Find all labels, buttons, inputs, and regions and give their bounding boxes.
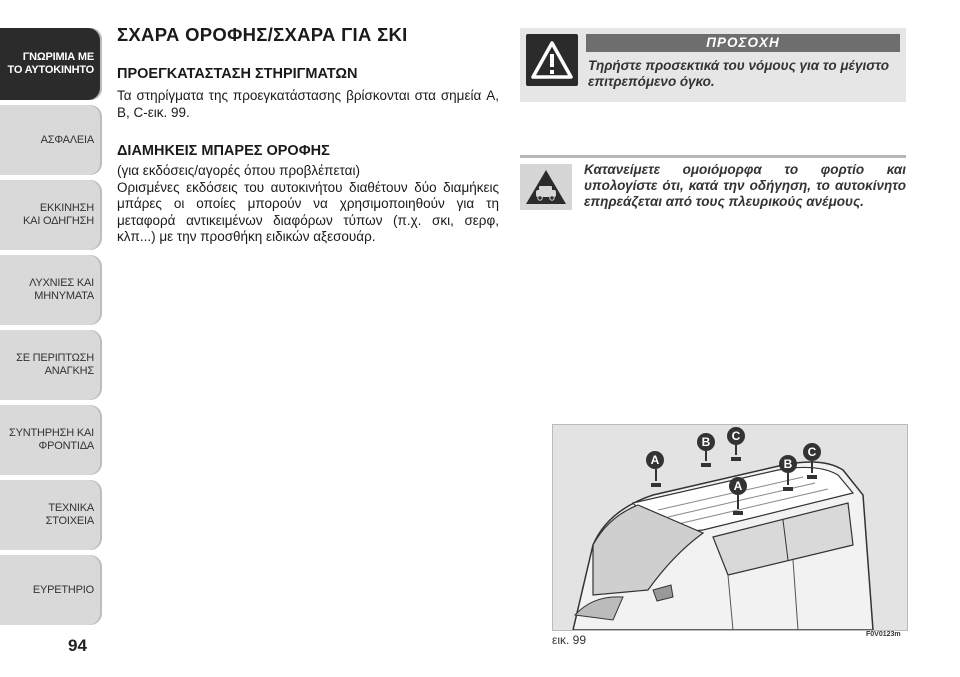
tab-label: ΕΥΡΕΤΗΡΙΟ [32,583,94,596]
warning-text: Τηρήστε προσεκτικά του νόμους για το μέγιστο επιτρεπόμενο όγκο. [588,58,889,89]
marker-b [697,433,715,451]
tab-label: ΣΥΝΤΗΡΗΣΗ ΚΑΙ ΦΡΟΝΤΙΔΑ [9,427,94,452]
tab-label: ΕΚΚΙΝΗΣΗ ΚΑΙ ΟΔΗΓΗΣΗ [23,202,94,227]
warning-triangle-icon [526,34,578,86]
tab-label: ΤΕΧΝΙΚΑ ΣΤΟΙΧΕΙΑ [45,502,94,527]
marker-a [646,451,664,469]
section-text-roof-bars: Ορισμένες εκδόσεις του αυτοκινήτου διαθέτουν δύο διαμήκεις μπάρες οι οποίες μπορούν να χρησιμοποιηθούν για τη μεταφορά αντικειμένων διαφόρων τύπων (π.χ. σκι, σερφ, κλπ...) με την προσθήκη ειδικών αξεσουάρ. [117,179,499,244]
tab-label: ΑΣΦΑΛΕΙΑ [40,133,94,146]
section-heading-preinstallation: ΠΡΟΕΓΚΑΤΑΣΤΑΣΗ ΣΤΗΡΙΓΜΑΤΩΝ [117,66,358,82]
note-text: Κατανείμετε ομοιόμορφα το φορτίο και υπολογίστε ότι, κατά την οδήγηση, το αυτοκίνητο επηρεάζεται από τους πλευρικούς ανέμους. [584,162,906,209]
tab-technical-data[interactable] [0,480,102,550]
chapter-sidebar [0,28,102,630]
car-load-icon [520,164,572,210]
marker-c [727,427,745,445]
marker-label: B [783,457,793,471]
marker-b [779,455,797,473]
tab-getting-to-know-vehicle[interactable] [0,28,102,100]
figure-caption: εικ. 99 [552,633,587,647]
tab-emergency[interactable] [0,330,102,400]
tab-label: ΣΕ ΠΕΡΙΠΤΩΣΗ ΑΝΑΓΚΗΣ [16,352,94,377]
tab-maintenance[interactable] [0,405,102,475]
marker-label: C [807,445,817,459]
tab-index[interactable] [0,555,102,625]
marker-c [803,443,821,461]
section-text-preinstallation: Τα στηρίγματα της προεγκατάστασης βρίσκονται στα σημεία A, B, C-εικ. 99. [117,88,499,120]
marker-label: A [733,479,743,493]
marker-label: B [701,435,711,449]
section-heading-roof-bars: ΔΙΑΜΗΚΕΙΣ ΜΠΑΡΕΣ ΟΡΟΦΗΣ [117,143,330,159]
section-subtitle-roof-bars: (για εκδόσεις/αγορές όπου προβλέπεται) [117,163,360,178]
warning-box [520,28,906,102]
tab-label: ΛΥΧΝΙΕΣ ΚΑΙ ΜΗΝΥΜΑΤΑ [29,277,94,302]
marker-a [729,477,747,495]
page-title: ΣΧΑΡΑ ΟΡΟΦΗΣ/ΣΧΑΡΑ ΓΙΑ ΣΚΙ [117,24,408,45]
page-number: 94 [68,636,87,655]
tab-safety[interactable] [0,105,102,175]
figure-code: F0V0123m [866,631,901,638]
tab-label: ΓΝΩΡΙΜΙΑ ΜΕ ΤΟ ΑΥΤΟΚΙΝΗΤΟ [7,51,94,76]
marker-label: C [731,429,741,443]
warning-heading: ΠΡΟΣΟΧΗ [586,34,900,52]
roof-rack-figure [552,424,908,631]
tab-starting-driving[interactable] [0,180,102,250]
divider [520,155,906,158]
marker-label: A [650,453,660,467]
tab-warning-lights[interactable] [0,255,102,325]
main-content [117,24,499,246]
